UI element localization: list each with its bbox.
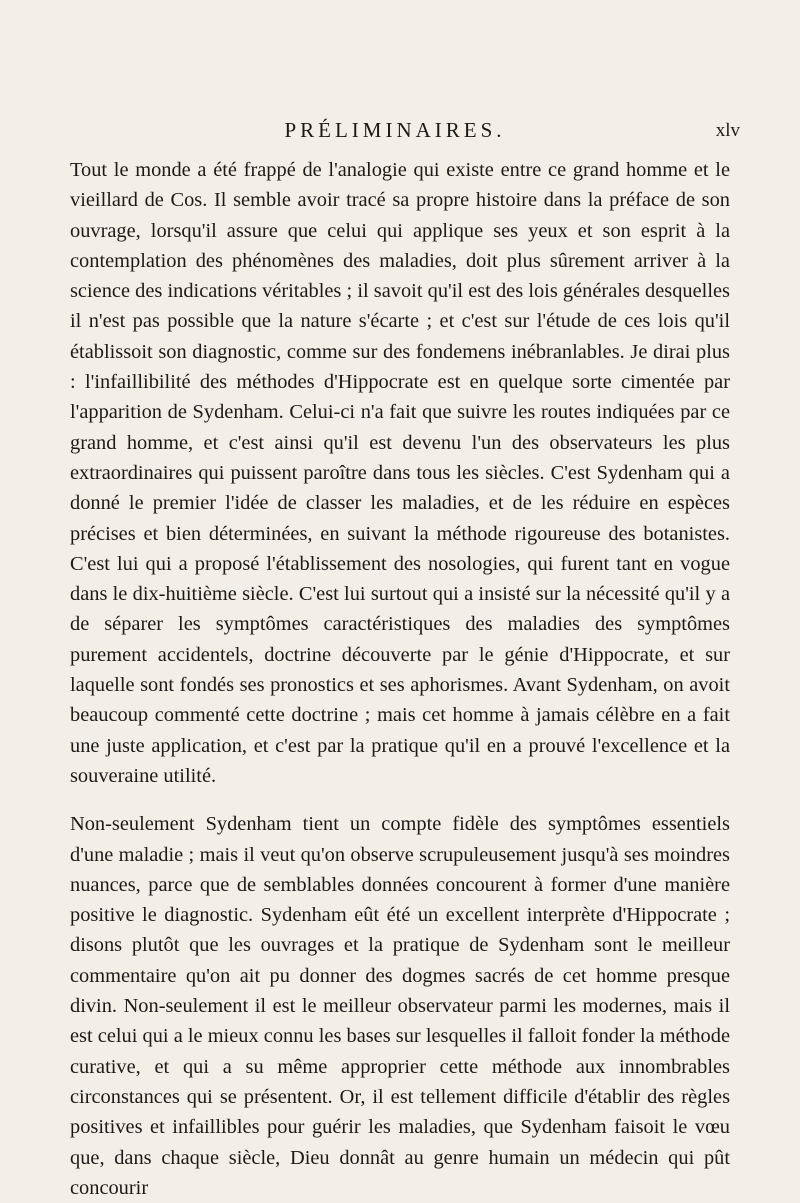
paragraph-1: Tout le monde a été frappé de l'analogie qui existe entre ce grand homme et le vieillard de Cos. Il semble avoir tracé sa propre histoire dans la préface de son ouvrage, lorsqu'il assure que celui qui applique ses yeux et son esprit à la contemplation des phénomènes des maladies, doit plus sûrement arriver à la science des indications véritables ; il savoit qu'il est des lois générales desquelles il n'est pas possible que la nature s'écarte ; et c'est sur l'étude de ces lois qu'il établissoit son diagnostic, comme sur des fondemens inébranlables. Je dirai plus : l'infaillibilité des méthodes d'Hippocrate est en quelque sorte cimentée par l'apparition de Sydenham. Celui-ci n'a fait que suivre les routes indiquées par ce grand homme, et c'est ainsi qu'il est devenu l'un des observateurs les plus extraordinaires qui puissent paroître dans tous les siècles. C'est Sydenham qui a donné le premier l'idée de classer les maladies, et de les réduire en espèces précises et bien déterminées, en suivant la méthode rigoureuse des botanistes. C'est lui qui a proposé l'établissement des nosologies, qui furent tant en vogue dans le dix-huitième siècle. C'est lui surtout qui a insisté sur la nécessité qu'il y a de séparer les symptômes caractéristiques des maladies des symptômes purement accidentels, doctrine découverte par le génie d'Hippocrate, et sur laquelle sont fondés ses pronostics et ses aphorismes. Avant Sydenham, on avoit beaucoup commenté cette doctrine ; mais cet homme à jamais célèbre en a fait une juste application, et c'est par la pratique qu'il en a prouvé l'excellence et la souveraine utilité.	[70, 159, 730, 787]
page-number: xlv	[715, 120, 740, 141]
running-head	[70, 118, 740, 146]
text-block	[70, 155, 730, 1203]
paragraph-2: Non-seulement Sydenham tient un compte fidèle des symptômes essentiels d'une maladie ; mais il veut qu'on observe scrupuleusement jusqu'à ses moindres nuances, parce que de semblables données concourent à former d'une manière positive le diagnostic. Sydenham eût été un excellent interprète d'Hippocrate ; disons plutôt que les ouvrages et la pratique de Sydenham sont le meilleur commentaire qu'on ait pu donner des dogmes sacrés de cet homme presque divin. Non-seulement il est le meilleur observateur parmi les modernes, mais il est celui qui a le mieux connu les bases sur lesquelles il falloit fonder la méthode curative, et qui a su même approprier cette méthode aux innombrables circonstances qui se présentent. Or, il est tellement difficile d'établir des règles positives et infaillibles pour guérir les maladies, que Sydenham faisoit le vœu que, dans chaque siècle, Dieu donnât au genre humain un médecin qui pût concourir	[70, 813, 730, 1199]
running-title: PRÉLIMINAIRES.	[284, 118, 506, 142]
